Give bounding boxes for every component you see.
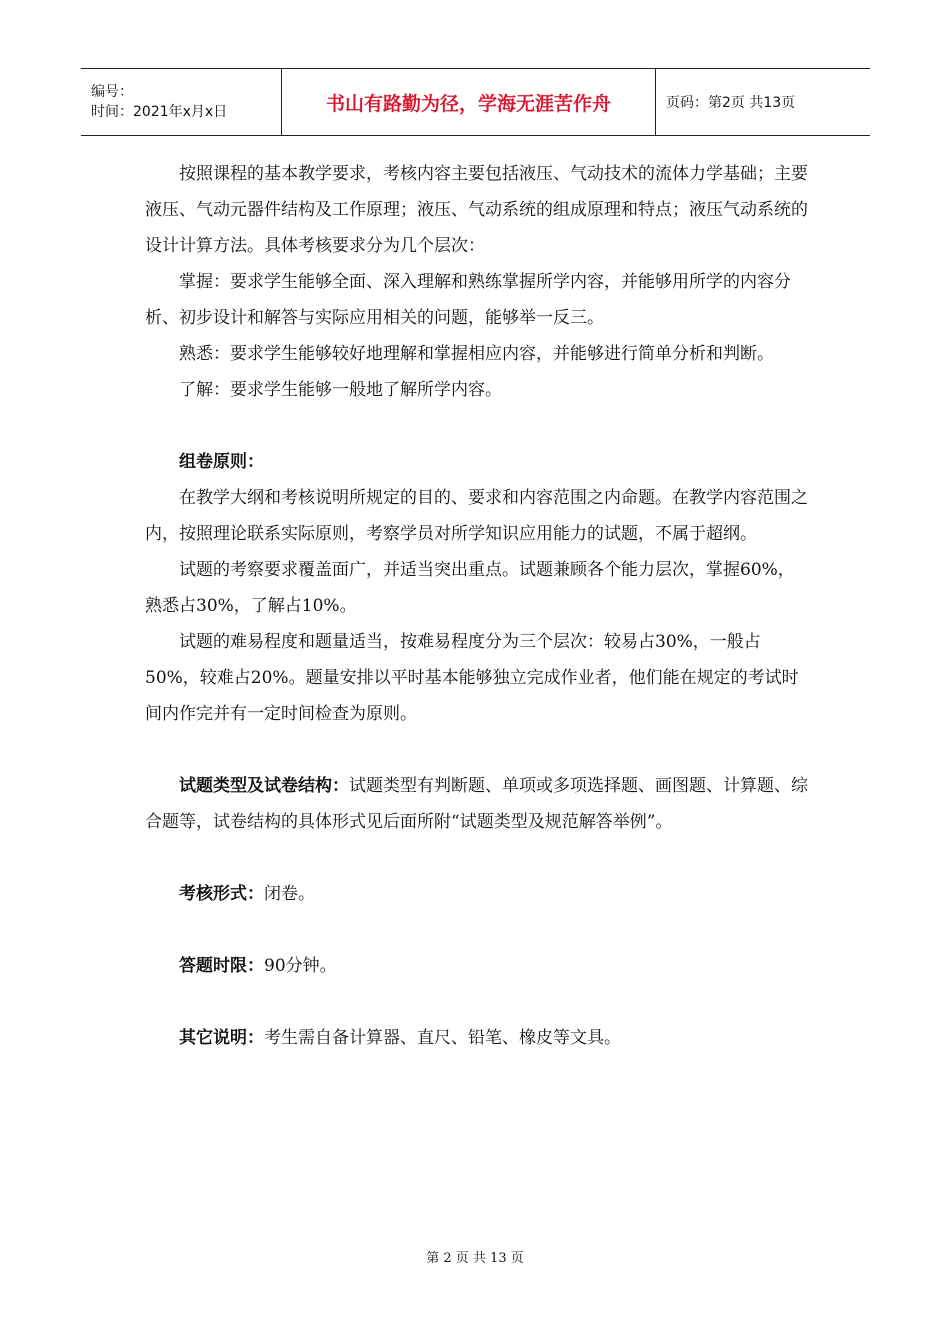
intro-paragraph: 按照课程的基本教学要求，考核内容主要包括液压、气动技术的流体力学基础；主要液压、气动元器件结构及工作原理；液压、气动系统的组成原理和特点；液压气动系统的设计计算方法。具体考核要求分为几个层次： — [145, 164, 808, 256]
document-number-label: 编号： — [91, 84, 133, 100]
question-types-label: 试题类型及试卷结构： — [179, 776, 349, 796]
page-footer — [0, 1247, 950, 1266]
other-notes-text: 考生需自备计算器、直尺、铅笔、橡皮等文具。 — [264, 1028, 621, 1048]
time-limit-text: 90分钟。 — [264, 956, 337, 976]
header-left-cell — [81, 69, 282, 135]
question-types-paragraph — [145, 768, 810, 840]
question-types-text: 试题类型有判断题、单项或多项选择题、画图题、计算题、综合题等，试卷结构的具体形式见后面所附“试题类型及规范解答举例”。 — [145, 776, 808, 832]
document-body — [145, 156, 810, 1056]
level-understand-paragraph: 了解：要求学生能够一般地了解所学内容。 — [179, 380, 502, 400]
other-notes-label: 其它说明： — [179, 1028, 264, 1048]
compose-principles-heading: 组卷原则： — [179, 452, 264, 472]
header-page-cell — [656, 69, 870, 135]
time-limit-label: 答题时限： — [179, 956, 264, 976]
document-date: 时间：2021年x月x日 — [91, 104, 228, 120]
compose-paragraph-2: 试题的考察要求覆盖面广，并适当突出重点。试题兼顾各个能力层次，掌握60%，熟悉占30%，了解占10%。 — [145, 560, 795, 616]
page-header — [81, 68, 870, 136]
exam-form-label: 考核形式： — [179, 884, 264, 904]
footer-page-number: 第 2 页 共 13 页 — [426, 1251, 524, 1266]
level-master-paragraph: 掌握：要求学生能够全面、深入理解和熟练掌握所学内容，并能够用所学的内容分析、初步设计和解答与实际应用相关的问题，能够举一反三。 — [145, 272, 791, 328]
exam-form-paragraph — [145, 876, 810, 912]
level-familiar-paragraph: 熟悉：要求学生能够较好地理解和掌握相应内容，并能够进行简单分析和判断。 — [179, 344, 774, 364]
time-limit-paragraph — [145, 948, 810, 984]
other-notes-paragraph — [145, 1020, 810, 1056]
compose-paragraph-1: 在教学大纲和考核说明所规定的目的、要求和内容范围之内命题。在教学内容范围之内，按照理论联系实际原则，考察学员对所学知识应用能力的试题，不属于超纲。 — [145, 488, 808, 544]
compose-paragraph-3: 试题的难易程度和题量适当，按难易程度分为三个层次：较易占30%，一般占50%，较难占20%。题量安排以平时基本能够独立完成作业者，他们能在规定的考试时间内作完并有一定时间检查为原则。 — [145, 632, 799, 724]
header-page-info: 页码：第2页 共13页 — [666, 95, 796, 111]
header-motto-cell — [282, 69, 656, 135]
exam-form-text: 闭卷。 — [264, 884, 315, 904]
header-motto: 书山有路勤为径，学海无涯苦作舟 — [325, 92, 611, 115]
